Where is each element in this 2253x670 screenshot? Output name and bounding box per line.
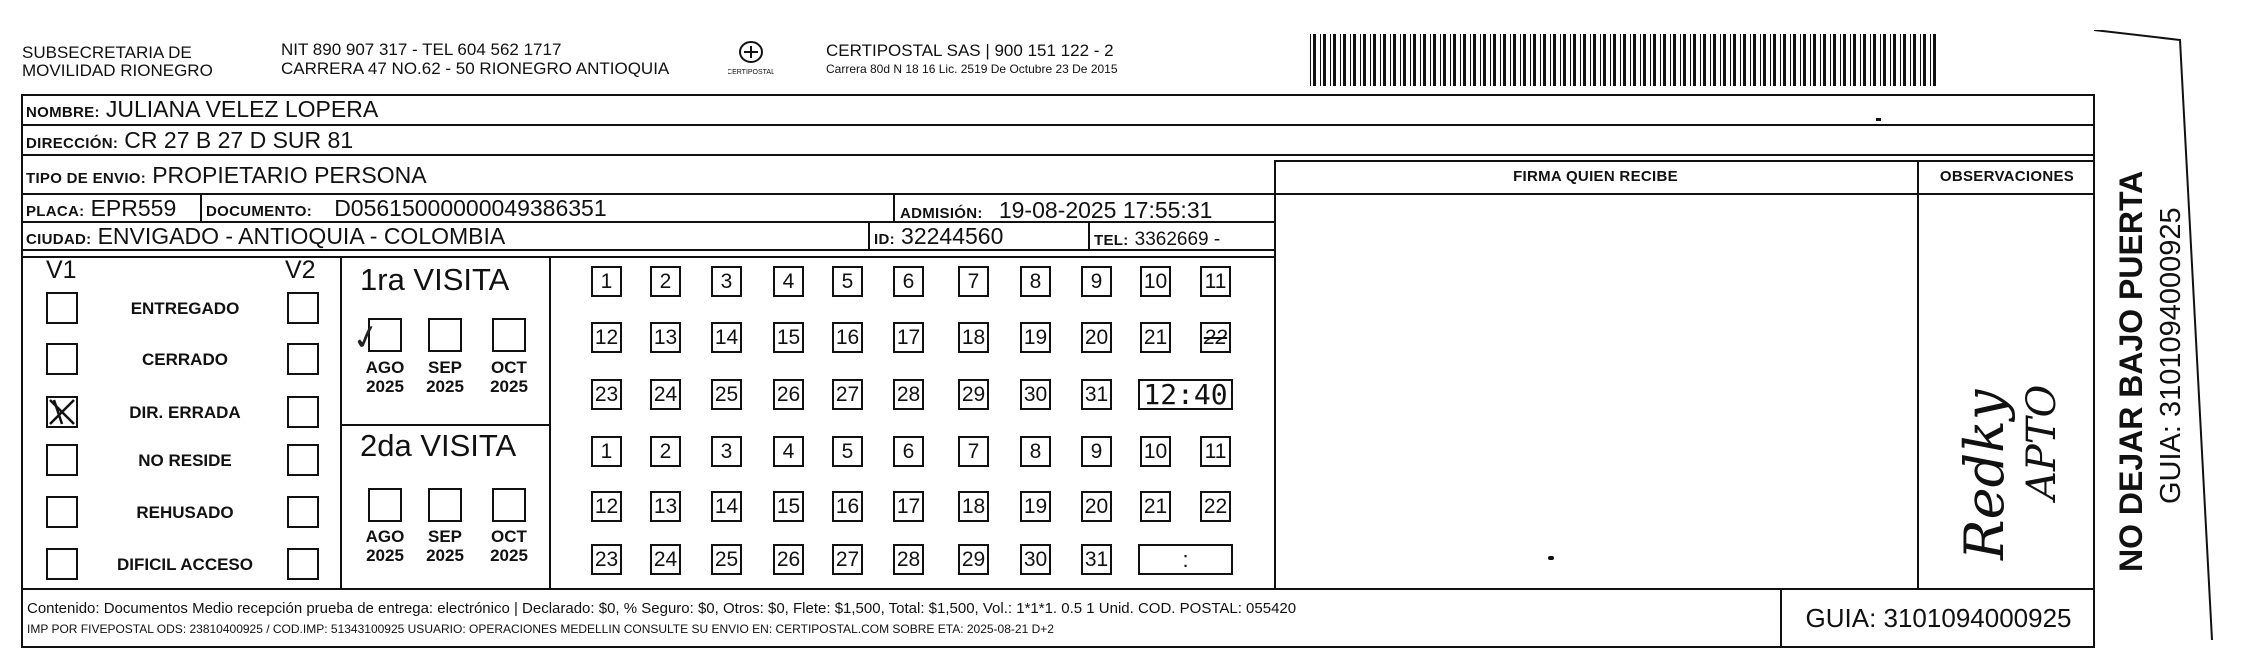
- day-box[interactable]: 7: [958, 436, 989, 467]
- barcode-bar: [1803, 34, 1806, 86]
- barcode-bar: [1903, 34, 1906, 86]
- barcode-bar: [1423, 34, 1426, 86]
- barcode-bar: [1670, 34, 1671, 86]
- barcode-bar: [1520, 34, 1521, 86]
- barcode-bar: [1543, 34, 1546, 86]
- contenido-line: Contenido: Documentos Medio recepción prueba de entrega: electrónico | Declarado: $0, % Seguro: $0, Otros: $0, Flete: $1,500, Total: $1,500, Vol.: 1*1*1. 0.5 1 Unid. COD. POSTAL: 055420: [27, 600, 1297, 617]
- barcode-bar: [1793, 34, 1796, 86]
- barcode-bar: [1653, 34, 1656, 86]
- day-box[interactable]: 11: [1200, 266, 1231, 297]
- barcode-bar: [1530, 34, 1531, 86]
- barcode-bar: [1923, 34, 1926, 86]
- day-box[interactable]: 25: [711, 379, 742, 410]
- day-box[interactable]: 23: [591, 379, 622, 410]
- year-label: 2025: [490, 546, 528, 565]
- day-box[interactable]: 22: [1200, 491, 1231, 522]
- barcode-bar: [1603, 34, 1606, 86]
- tipo-envio-value: PROPIETARIO PERSONA: [152, 162, 427, 188]
- barcode-bar: [1360, 34, 1361, 86]
- side-notice: [2100, 82, 2190, 642]
- v1-checkbox[interactable]: [46, 548, 78, 580]
- barcode-bar: [1823, 34, 1826, 86]
- day-box[interactable]: 5: [832, 436, 863, 467]
- barcode-bar: [1490, 34, 1491, 86]
- barcode-bar: [1800, 34, 1801, 86]
- v2-checkbox[interactable]: [287, 292, 319, 324]
- barcode-bar: [1683, 34, 1686, 86]
- barcode-bar: [1350, 34, 1351, 86]
- day-box[interactable]: 10: [1140, 436, 1171, 467]
- month-checkmark: ✓: [348, 315, 385, 361]
- barcode-bar: [1553, 34, 1556, 86]
- day-box[interactable]: 16: [832, 491, 863, 522]
- direccion-label: DIRECCIÓN:: [26, 135, 119, 152]
- id-value: 32244560: [901, 223, 1004, 249]
- status-label: DIR. ERRADA: [129, 403, 241, 422]
- v1-checkbox[interactable]: [46, 292, 78, 324]
- day-box[interactable]: 3: [711, 266, 742, 297]
- barcode-bar: [1613, 34, 1616, 86]
- day-box[interactable]: 2: [650, 266, 681, 297]
- documento-label: DOCUMENTO:: [206, 203, 313, 220]
- barcode-bar: [1810, 34, 1811, 86]
- svg-text:NO DEJAR BAJO PUERTA: NO DEJAR BAJO PUERTA: [2113, 170, 2149, 572]
- status-label: ENTREGADO: [130, 299, 240, 318]
- barcode-bar: [1590, 34, 1591, 86]
- day-box[interactable]: 19: [1020, 491, 1051, 522]
- day-box[interactable]: 27: [832, 379, 863, 410]
- day-box[interactable]: 18: [958, 491, 989, 522]
- day-box[interactable]: 27: [832, 544, 863, 575]
- nombre-field: [26, 96, 378, 126]
- signature-mark: [1933, 300, 2083, 570]
- barcode-bar: [1610, 34, 1611, 86]
- nombre-label: NOMBRE:: [26, 104, 100, 121]
- day-box[interactable]: 23: [591, 544, 622, 575]
- barcode-bar: [1400, 34, 1401, 86]
- barcode-bar: [1870, 34, 1871, 86]
- day-box[interactable]: 30: [1020, 379, 1051, 410]
- v2-checkbox[interactable]: [287, 444, 319, 476]
- ciudad-label: CIUDAD:: [26, 231, 92, 248]
- v1-label: V1: [46, 256, 77, 284]
- barcode-bar: [1873, 34, 1876, 86]
- day-box[interactable]: 15: [773, 322, 804, 353]
- tel-label: TEL:: [1094, 232, 1129, 249]
- barcode-bar: [1730, 34, 1731, 86]
- month-year: [357, 527, 413, 565]
- day-box[interactable]: 1: [591, 436, 622, 467]
- barcode-bar: [1930, 34, 1931, 86]
- month-label: AGO: [365, 527, 405, 546]
- direccion-value: CR 27 B 27 D SUR 81: [124, 127, 354, 153]
- day-box[interactable]: 5: [832, 266, 863, 297]
- placa-label: PLACA:: [26, 203, 85, 220]
- day-box[interactable]: 31: [1081, 379, 1112, 410]
- barcode-bar: [1493, 34, 1496, 86]
- month-year: [481, 527, 537, 565]
- day-box[interactable]: 30: [1020, 544, 1051, 575]
- courier-license: Carrera 80d N 18 16 Lic. 2519 De Octubre 23 De 2015: [826, 62, 1118, 76]
- barcode-bar: [1733, 34, 1736, 86]
- barcode-bar: [1560, 34, 1561, 86]
- barcode-bar: [1570, 34, 1571, 86]
- barcode-bar: [1430, 34, 1431, 86]
- placa-value: EPR559: [90, 195, 177, 221]
- barcode-bar: [1860, 34, 1861, 86]
- day-box[interactable]: 31: [1081, 544, 1112, 575]
- first-visit-title: 1ra VISITA: [360, 262, 510, 297]
- year-label: 2025: [366, 546, 404, 565]
- issuer-name-line1: SUBSECRETARIA DE: [22, 43, 192, 62]
- day-box[interactable]: 13: [650, 491, 681, 522]
- day-box[interactable]: 1: [591, 266, 622, 297]
- tipo-envio-label: TIPO DE ENVIO:: [26, 170, 147, 187]
- barcode-bar: [1363, 34, 1366, 86]
- day-box[interactable]: 17: [893, 322, 924, 353]
- month-label: OCT: [491, 358, 527, 377]
- day-box[interactable]: 17: [893, 491, 924, 522]
- barcode-bar: [1703, 34, 1706, 86]
- observaciones-header: OBSERVACIONES: [1939, 168, 2075, 185]
- barcode-bar: [1483, 34, 1486, 86]
- barcode-bar: [1900, 34, 1901, 86]
- day-box[interactable]: 18: [958, 322, 989, 353]
- month-label: OCT: [491, 527, 527, 546]
- day-box[interactable]: 28: [893, 544, 924, 575]
- barcode-bar: [1470, 34, 1471, 86]
- day-box[interactable]: 26: [773, 544, 804, 575]
- day-box[interactable]: 4: [773, 436, 804, 467]
- day-box[interactable]: 19: [1020, 322, 1051, 353]
- barcode-bar: [1713, 34, 1716, 86]
- v2-checkbox[interactable]: [287, 396, 319, 428]
- documento-field: [206, 195, 607, 225]
- barcode-bar: [1353, 34, 1356, 86]
- barcode-bar: [1343, 34, 1346, 86]
- barcode-bar: [1623, 34, 1626, 86]
- day-box[interactable]: 3: [711, 436, 742, 467]
- id-field: [874, 223, 1003, 253]
- barcode-bar: [1880, 34, 1881, 86]
- year-label: 2025: [426, 377, 464, 396]
- barcode-bar: [1813, 34, 1816, 86]
- day-box[interactable]: 4: [773, 266, 804, 297]
- barcode-bar: [1323, 34, 1326, 86]
- day-box[interactable]: 13: [650, 322, 681, 353]
- barcode-bar: [1850, 34, 1851, 86]
- barcode-bar: [1550, 34, 1551, 86]
- barcode-bar: [1660, 34, 1661, 86]
- barcode-bar: [1760, 34, 1761, 86]
- barcode-bar: [1913, 34, 1916, 86]
- day-box[interactable]: 28: [893, 379, 924, 410]
- barcode-bar: [1540, 34, 1541, 86]
- barcode-bar: [1700, 34, 1701, 86]
- day-box[interactable]: 20: [1081, 491, 1112, 522]
- time-box[interactable]: 12:40: [1138, 379, 1233, 410]
- barcode-bar: [1533, 34, 1536, 86]
- barcode-bar: [1840, 34, 1841, 86]
- barcode-bar: [1783, 34, 1786, 86]
- year-label: 2025: [366, 377, 404, 396]
- certipostal-logo: [728, 38, 774, 78]
- month-label: SEP: [427, 527, 463, 546]
- barcode-bar: [1743, 34, 1746, 86]
- barcode-bar: [1890, 34, 1891, 86]
- month-checkbox[interactable]: [428, 488, 462, 522]
- id-label: ID:: [874, 231, 895, 248]
- barcode-bar: [1473, 34, 1476, 86]
- barcode-bar: [1440, 34, 1441, 86]
- svg-text:GUIA: 3101094000925: GUIA: 3101094000925: [2155, 207, 2187, 504]
- barcode-bar: [1580, 34, 1581, 86]
- barcode-bar: [1413, 34, 1416, 86]
- barcode-bar: [1723, 34, 1726, 86]
- documento-value: D05615000000049386351: [334, 195, 607, 221]
- second-visit-title: 2da VISITA: [360, 428, 517, 463]
- day-box[interactable]: 21: [1140, 491, 1171, 522]
- day-box[interactable]: 24: [650, 379, 681, 410]
- barcode-bar: [1763, 34, 1766, 86]
- barcode-bar: [1563, 34, 1566, 86]
- barcode-bar: [1620, 34, 1621, 86]
- day-box[interactable]: 8: [1020, 266, 1051, 297]
- day-box[interactable]: 24: [650, 544, 681, 575]
- v1-checkbox[interactable]: [46, 343, 78, 375]
- barcode-bar: [1790, 34, 1791, 86]
- v1-checkbox[interactable]: [46, 396, 78, 428]
- firma-header: FIRMA QUIEN RECIBE: [1513, 168, 1678, 185]
- barcode-bar: [1373, 34, 1376, 86]
- barcode-bar: [1453, 34, 1456, 86]
- tipo-envio-field: [26, 162, 427, 192]
- barcode-bar: [1843, 34, 1846, 86]
- courier-name: CERTIPOSTAL SAS | 900 151 122 - 2: [826, 41, 1114, 60]
- day-box[interactable]: 21: [1140, 322, 1171, 353]
- month-year: [481, 358, 537, 396]
- guia-number: GUIA: 3101094000925: [1805, 603, 2072, 633]
- barcode-bar: [1573, 34, 1576, 86]
- day-box[interactable]: 12: [591, 322, 622, 353]
- barcode-bar: [1593, 34, 1596, 86]
- day-box[interactable]: 15: [773, 491, 804, 522]
- barcode-bar: [1753, 34, 1756, 86]
- day-box[interactable]: 25: [711, 544, 742, 575]
- day-box[interactable]: 29: [958, 379, 989, 410]
- v2-checkbox[interactable]: [287, 548, 319, 580]
- day-box[interactable]: 11: [1200, 436, 1231, 467]
- nombre-value: JULIANA VELEZ LOPERA: [105, 96, 379, 122]
- svg-text:CERTIPOSTAL: CERTIPOSTAL: [728, 69, 774, 76]
- barcode-bar: [1443, 34, 1446, 86]
- barcode-bar: [1820, 34, 1821, 86]
- ink-dot: [1876, 118, 1881, 121]
- v2-checkbox[interactable]: [287, 343, 319, 375]
- issuer-address: CARRERA 47 NO.62 - 50 RIONEGRO ANTIOQUIA: [281, 59, 670, 78]
- tel-field: [1094, 225, 1220, 254]
- barcode-bar: [1523, 34, 1526, 86]
- barcode-bar: [1883, 34, 1886, 86]
- time-box[interactable]: :: [1138, 544, 1233, 575]
- placa-field: [26, 195, 176, 225]
- status-label: CERRADO: [142, 350, 228, 369]
- barcode-bar: [1910, 34, 1911, 86]
- barcode-bar: [1503, 34, 1506, 86]
- admision-value: 19-08-2025 17:55:31: [998, 197, 1213, 223]
- ciudad-field: [26, 223, 505, 253]
- barcode-bar: [1920, 34, 1921, 86]
- barcode-bar: [1650, 34, 1651, 86]
- status-label: NO RESIDE: [138, 451, 232, 470]
- day-box[interactable]: 20: [1081, 322, 1112, 353]
- month-checkbox[interactable]: [368, 488, 402, 522]
- v2-label: V2: [285, 256, 316, 284]
- barcode-bar: [1450, 34, 1451, 86]
- v1-checkbox[interactable]: [46, 496, 78, 528]
- barcode-bar: [1463, 34, 1466, 86]
- year-label: 2025: [426, 546, 464, 565]
- barcode-bar: [1693, 34, 1696, 86]
- day-box[interactable]: 2: [650, 436, 681, 467]
- barcode-bar: [1513, 34, 1516, 86]
- barcode-bar: [1750, 34, 1751, 86]
- ciudad-value: ENVIGADO - ANTIOQUIA - COLOMBIA: [97, 223, 506, 249]
- month-checkbox[interactable]: [428, 318, 462, 352]
- month-year: [417, 527, 473, 565]
- v2-checkbox[interactable]: [287, 496, 319, 528]
- barcode-bar: [1330, 34, 1331, 86]
- barcode-bar: [1770, 34, 1771, 86]
- barcode-bar: [1500, 34, 1501, 86]
- day-box[interactable]: 6: [893, 436, 924, 467]
- barcode-bar: [1340, 34, 1341, 86]
- day-box[interactable]: 10: [1140, 266, 1171, 297]
- day-box[interactable]: 7: [958, 266, 989, 297]
- day-box[interactable]: 9: [1081, 436, 1112, 467]
- svg-text:APTO: APTO: [2019, 384, 2065, 500]
- direccion-field: [26, 127, 353, 157]
- barcode-bar: [1680, 34, 1681, 86]
- day-box[interactable]: 6: [893, 266, 924, 297]
- day-box[interactable]: 26: [773, 379, 804, 410]
- status-label: DIFICIL ACCESO: [116, 555, 253, 574]
- day-box[interactable]: 9: [1081, 266, 1112, 297]
- barcode-bar: [1630, 34, 1631, 86]
- barcode-bar: [1310, 34, 1311, 86]
- barcode-bar: [1643, 34, 1646, 86]
- barcode-bar: [1600, 34, 1601, 86]
- day-box[interactable]: 29: [958, 544, 989, 575]
- month-label: AGO: [365, 358, 405, 377]
- barcode-bar: [1313, 34, 1316, 86]
- barcode-bar: [1583, 34, 1586, 86]
- barcode-bar: [1640, 34, 1641, 86]
- barcode-bar: [1370, 34, 1371, 86]
- month-checkbox[interactable]: [492, 488, 526, 522]
- ink-dot: [1548, 556, 1554, 560]
- barcode-bar: [1710, 34, 1711, 86]
- barcode-bar: [1510, 34, 1511, 86]
- year-label: 2025: [490, 377, 528, 396]
- barcode-bar: [1383, 34, 1386, 86]
- barcode-bar: [1830, 34, 1831, 86]
- svg-text:Redky: Redky: [1953, 389, 2016, 560]
- month-checkbox[interactable]: [492, 318, 526, 352]
- label-corner-tab: [2096, 30, 2188, 48]
- barcode-bar: [1390, 34, 1391, 86]
- day-box[interactable]: 8: [1020, 436, 1051, 467]
- barcode-bar: [1690, 34, 1691, 86]
- barcode-bar: [1380, 34, 1381, 86]
- v1-checkbox[interactable]: [46, 444, 78, 476]
- barcode-bar: [1933, 34, 1936, 86]
- day-box[interactable]: 14: [711, 322, 742, 353]
- day-box[interactable]: 12: [591, 491, 622, 522]
- barcode-bar: [1403, 34, 1406, 86]
- month-year: [357, 358, 413, 396]
- day-box[interactable]: 16: [832, 322, 863, 353]
- barcode-bar: [1433, 34, 1436, 86]
- barcode-bar: [1333, 34, 1336, 86]
- imp-line: IMP POR FIVEPOSTAL ODS: 23810400925 / COD.IMP: 51343100925 USUARIO: OPERACIONES MEDELLIN CONSULTE SU ENVIO EN: CERTIPOSTAL.COM SOBRE ETA: 2025-08-21 D+2: [27, 622, 1054, 636]
- issuer-name-line2: MOVILIDAD RIONEGRO: [22, 61, 213, 80]
- barcode-bar: [1720, 34, 1721, 86]
- barcode-bar: [1893, 34, 1896, 86]
- barcode-bar: [1410, 34, 1411, 86]
- barcode-bar: [1833, 34, 1836, 86]
- barcode-bar: [1633, 34, 1636, 86]
- barcode-bar: [1673, 34, 1676, 86]
- barcode-bar: [1480, 34, 1481, 86]
- barcode-bar: [1863, 34, 1866, 86]
- barcode-bar: [1853, 34, 1856, 86]
- tel-value: 3362669 -: [1134, 229, 1221, 250]
- barcode-bar: [1460, 34, 1461, 86]
- barcode: [1310, 34, 1944, 86]
- day-box[interactable]: 14: [711, 491, 742, 522]
- barcode-bar: [1420, 34, 1421, 86]
- month-label: SEP: [427, 358, 463, 377]
- barcode-bar: [1740, 34, 1741, 86]
- issuer-nit: NIT 890 907 317 - TEL 604 562 1717: [281, 40, 562, 59]
- barcode-bar: [1773, 34, 1776, 86]
- barcode-bar: [1320, 34, 1321, 86]
- day-box[interactable]: 22: [1200, 322, 1231, 353]
- barcode-bar: [1780, 34, 1781, 86]
- barcode-bar: [1663, 34, 1666, 86]
- admision-label: ADMISIÓN:: [900, 205, 983, 222]
- barcode-bar: [1393, 34, 1396, 86]
- status-label: REHUSADO: [136, 503, 234, 522]
- month-year: [417, 358, 473, 396]
